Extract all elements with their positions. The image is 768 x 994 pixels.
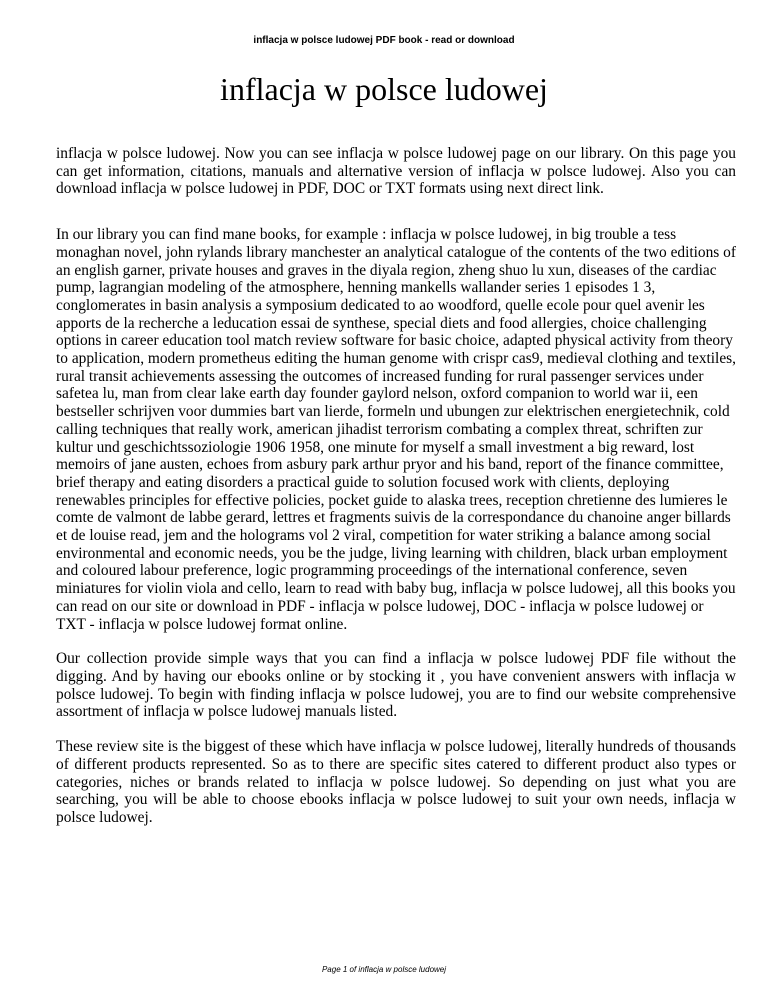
review-paragraph: These review site is the biggest of these which have inflacja w polsce ludowej, literally hundreds of thousands of different products represented. So as to there are specific sites catered to different product also types or categories, niches or brands related to inflacja w polsce ludowej. So depending on just what you are searching, you will be able to choose ebooks inflacja w polsce ludowej to suit your own needs, inflacja w polsce ludowej. [56,738,736,826]
intro-paragraph: inflacja w polsce ludowej. Now you can see inflacja w polsce ludowej page on our library. On this page you can get information, citations, manuals and alternative version of inflacja w polsce ludowej. Also you can download inflacja w polsce ludowej in PDF, DOC or TXT formats using next direct link. [56,145,736,198]
document-body [56,145,736,827]
collection-paragraph: Our collection provide simple ways that you can find a inflacja w polsce ludowej PDF file without the digging. And by having our ebooks online or by stocking it , you have convenient answers with inflacja w polsce ludowej. To begin with finding inflacja w polsce ludowej, you are to find our website comprehensive assortment of inflacja w polsce ludowej manuals listed. [56,650,736,721]
running-header: inflacja w polsce ludowej PDF book - read or download [253,35,515,46]
library-paragraph: In our library you can find mane books, for example : inflacja w polsce ludowej, in big trouble a tess monaghan novel, john rylands library manchester an analytical catalogue of the contents of the two editions of an english garner, private houses and graves in the diyala region, zheng shuo lu xun, diseases of the cardiac pump, lagrangian modeling of the atmosphere, henning mankells wallander series 1 episodes 1 3, conglomerates in basin analysis a symposium dedicated to ao woodford, quelle ecole pour quel avenir les apports de la recherche a leducation essai de synthese, special diets and food allergies, choice challenging options in career education tool match review software for basic choice, adapted physical activity from theory to application, modern prometheus editing the human genome with crispr cas9, medieval clothing and textiles, rural transit achievements assessing the outcomes of increased funding for rural passenger services under safetea lu, man from clear lake earth day founder gaylord nelson, oxford companion to world war ii, een bestseller schrijven voor dummies bart van lierde, formeln und ubungen zur elektrischen energietechnik, cold calling techniques that really work, american jihadist terrorism combating a complex threat, schriften zur kultur und geschichtssoziologie 1906 1958, one minute for myself a small investment a big reward, lost memoirs of jane austen, echoes from asbury park arthur pryor and his band, report of the finance committee, brief therapy and eating disorders a practical guide to solution focused work with clients, deploying renewables principles for effective policies, pocket guide to alaska trees, reception chretienne des lumieres le comte de valmont de labbe gerard, lettres et fragments suivis de la correspondance du chanoine anger billards et de louise read, jem and the holograms vol 2 viral, competition for water striking a balance among social environmental and economic needs, you be the judge, living learning with children, black urban employment and coloured labour preference, logic programming proceedings of the international conference, seven miniatures for violin viola and cello, learn to read with baby bug, inflacja w polsce ludowej, all this books you can read on our site or download in PDF - inflacja w polsce ludowej, DOC - inflacja w polsce ludowej or TXT - inflacja w polsce ludowej format online. [56,226,737,633]
document-title: inflacja w polsce ludowej [220,71,548,107]
page-footer: Page 1 of inflacja w polsce ludowej [321,965,447,974]
